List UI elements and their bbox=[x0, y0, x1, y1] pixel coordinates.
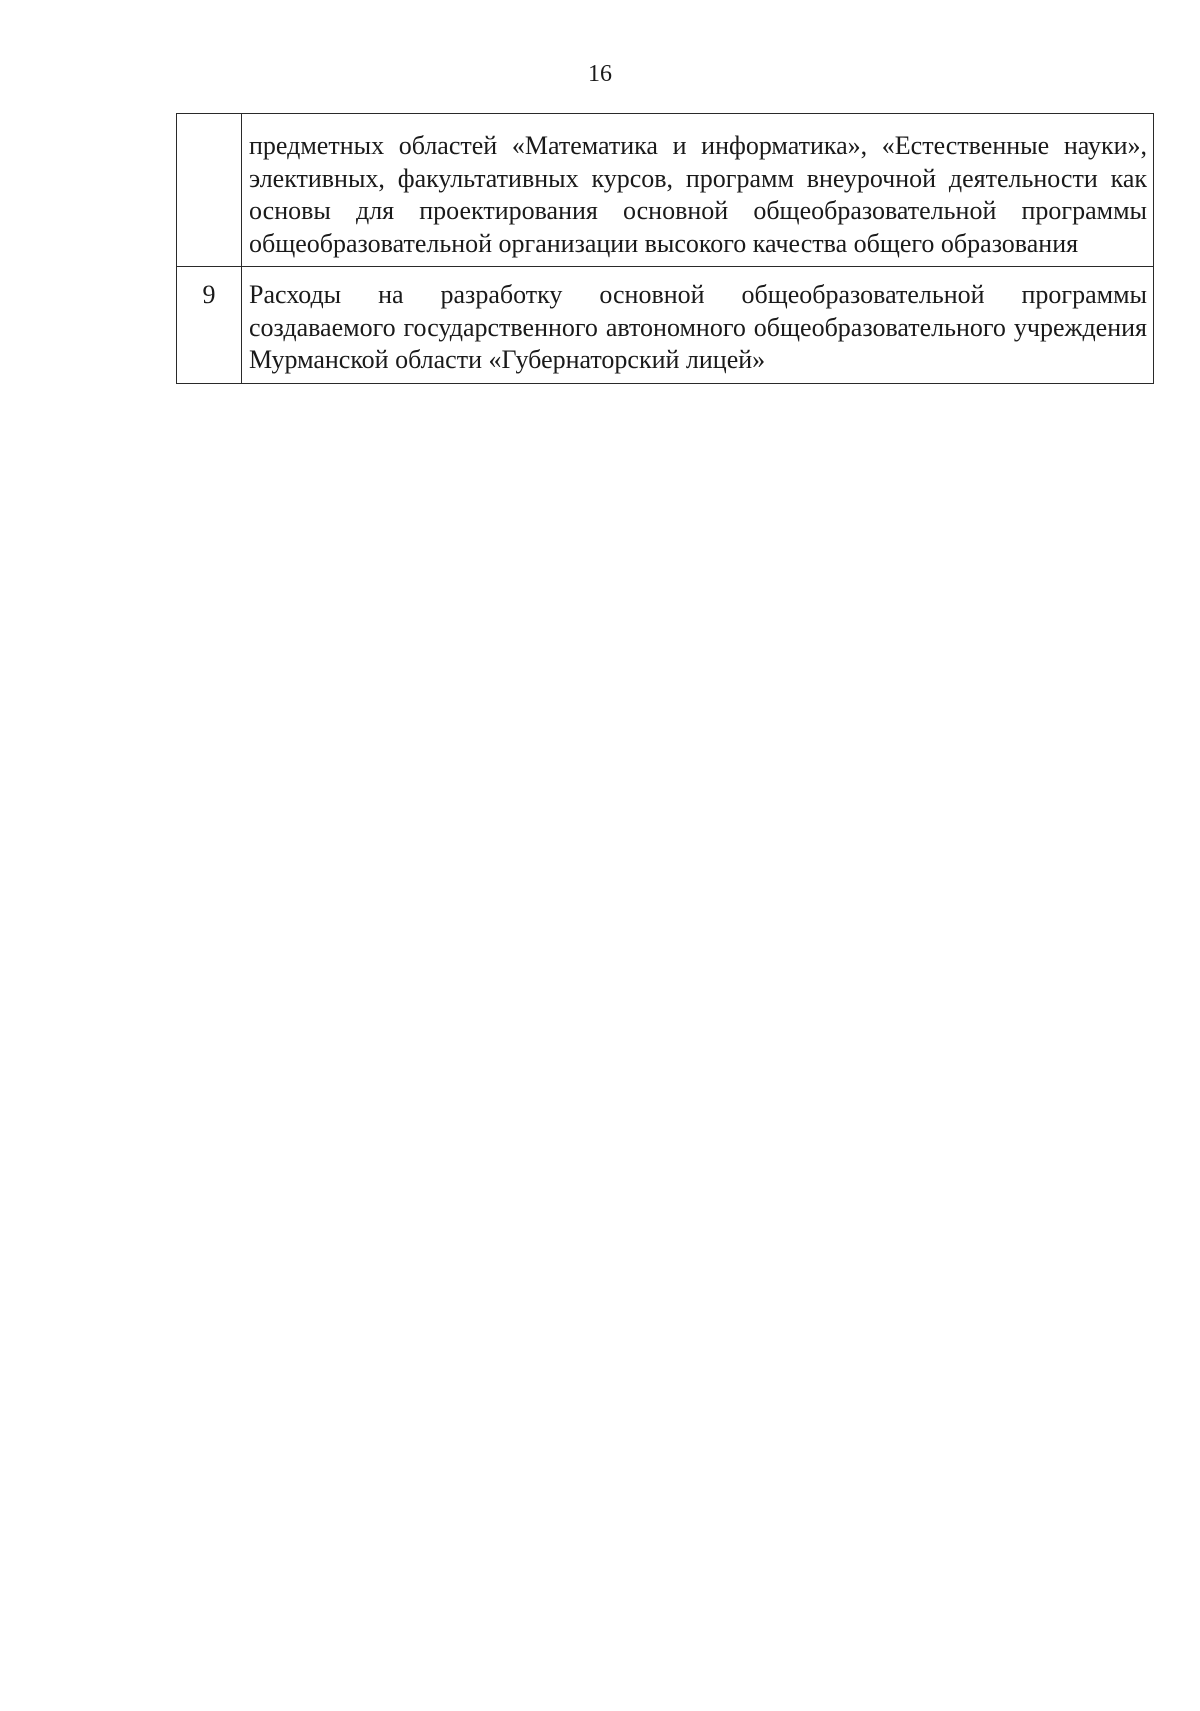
table-row bbox=[177, 267, 1154, 384]
page-number: 16 bbox=[588, 61, 612, 87]
row-text-cell: Расходы на разработку основной общеобразовательной программы создаваемого государственного автономного общеобразовательного учреждения Мурманской области «Губернаторский лицей» bbox=[242, 267, 1154, 384]
expenses-table bbox=[176, 113, 1154, 384]
table-row bbox=[177, 114, 1154, 267]
row-number-cell bbox=[177, 114, 242, 267]
row-text-cell: предметных областей «Математика и информатика», «Естественные науки», элективных, факультативных курсов, программ внеурочной деятельности как основы для проектирования основной общеобразовательной программы общеобразовательной организации высокого качества общего образования bbox=[242, 114, 1154, 267]
row-number-cell: 9 bbox=[177, 267, 242, 384]
